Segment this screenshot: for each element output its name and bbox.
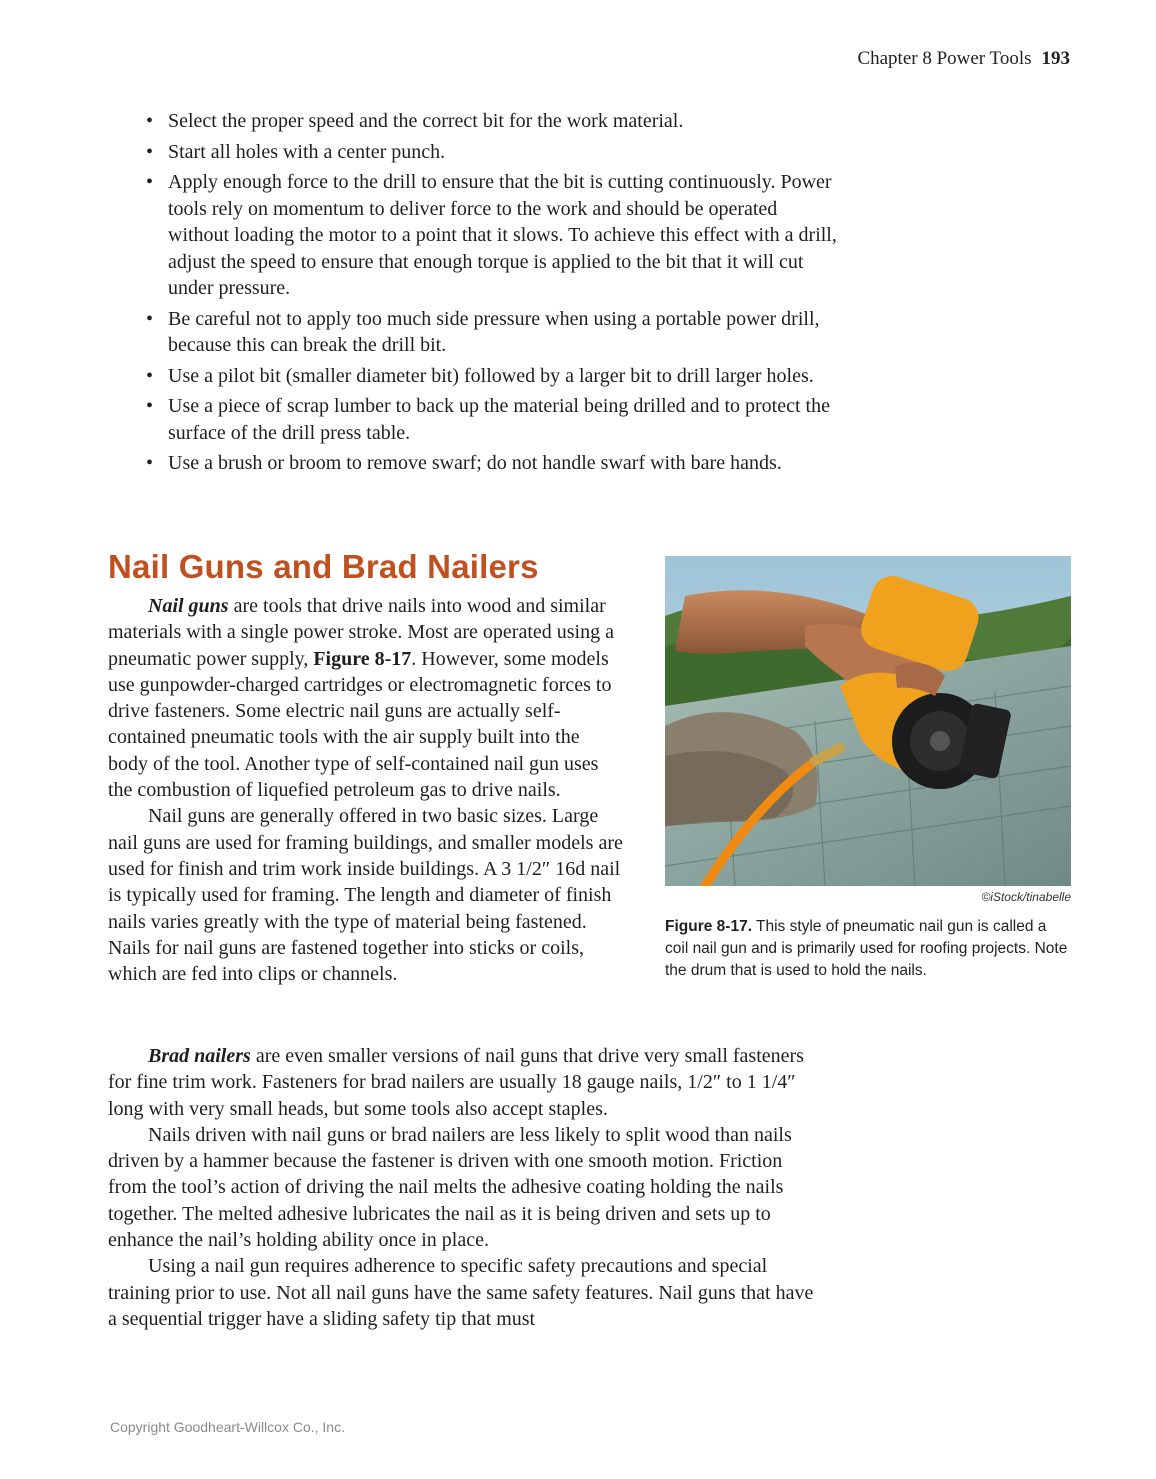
list-item: • Be careful not to apply too much side pressure when using a portable power drill, because this can break the drill bit. xyxy=(140,306,840,359)
page-number: 193 xyxy=(1041,48,1070,69)
key-term: Brad nailers xyxy=(148,1045,251,1067)
figure-reference: Figure 8-17 xyxy=(313,647,412,670)
paragraph-text: are even smaller versions of nail guns that drive very small fasteners for fine trim work. Fasteners for brad nailers are usually 18 gauge nails, 1/2″ to 1 1/4″ long with very small heads, but some tools also accept staples. xyxy=(108,1045,804,1120)
paragraph-split-wood: Nails driven with nail guns or brad nailers are less likely to split wood than nails driven by a hammer because the fastener is driven with one smooth motion. Friction from the tool’s action of driving the nail melts the adhesive coating holding the nails together. The melted adhesive lubricates the nail as it is being driven and sets up to enhance the nail’s holding ability once in place. xyxy=(108,1123,792,1252)
paragraph-brad-nailers xyxy=(108,1043,823,1122)
body-column-wide xyxy=(108,1043,823,1332)
chapter-title: Chapter 8 Power Tools xyxy=(857,48,1032,69)
key-term: Nail guns xyxy=(148,595,229,617)
paragraph-sizes: Nail guns are generally offered in two basic sizes. Large nail guns are used for framing buildings, and smaller models are used for finish and trim work inside buildings. A 3 1/2″ 16d nail is typically used for framing. The length and diameter of finish nails varies greatly with the type of material being fastened. Nails for nail guns are fastened together into sticks or coils, which are fed into clips or channels. xyxy=(108,805,623,986)
list-item: • Apply enough force to the drill to ensure that the bit is cutting continuously. Power tools rely on momentum to deliver force to the work and should be operated without loading the motor to a point that it slows. To achieve this effect with a drill, adjust the speed to ensure that enough torque is applied to the bit that it will cut under pressure. xyxy=(140,169,840,302)
body-column-narrow xyxy=(108,593,623,987)
list-item: • Use a pilot bit (smaller diameter bit) followed by a larger bit to drill larger holes. xyxy=(140,363,840,390)
list-item: • Use a brush or broom to remove swarf; do not handle swarf with bare hands. xyxy=(140,450,840,477)
caption-text: This style of pneumatic nail gun is called a coil nail gun and is primarily used for roofing projects. Note the drum that is used to hold the nails. xyxy=(665,918,1068,979)
list-item: • Start all holes with a center punch. xyxy=(140,139,840,166)
paragraph-nail-guns xyxy=(108,593,623,803)
copyright-footer: Copyright Goodheart-Willcox Co., Inc. xyxy=(110,1419,345,1435)
paragraph-safety: Using a nail gun requires adherence to specific safety precautions and special training prior to use. Not all nail guns have the same safety features. Nail guns that have a sequential trigger have a sliding safety tip that must xyxy=(108,1255,814,1330)
drilling-tips-list xyxy=(140,108,840,481)
figure-8-17 xyxy=(665,556,1071,982)
section-heading: Nail Guns and Brad Nailers xyxy=(108,548,539,585)
photo-credit: ©iStock/tinabelle xyxy=(981,890,1071,904)
list-item: • Use a piece of scrap lumber to back up the material being drilled and to protect the surface of the drill press table. xyxy=(140,393,840,446)
nail-gun-photo xyxy=(665,556,1071,886)
running-header xyxy=(857,48,1070,70)
paragraph-text: are tools that drive nails into wood and similar materials with a single power stroke. Most are operated using a pneumatic power supply, xyxy=(108,595,614,670)
figure-label: Figure 8-17. xyxy=(665,918,752,935)
list-item: • Select the proper speed and the correct bit for the work material. xyxy=(140,108,840,135)
paragraph-text: . However, some models use gunpowder-charged cartridges or electromagnetic forces to drive fasteners. Some electric nail guns are actually self-contained pneumatic tools with the air supply built into the body of the tool. Another type of self-contained nail gun uses the combustion of liquefied petroleum gas to drive nails. xyxy=(108,647,612,802)
figure-caption xyxy=(665,916,1071,982)
